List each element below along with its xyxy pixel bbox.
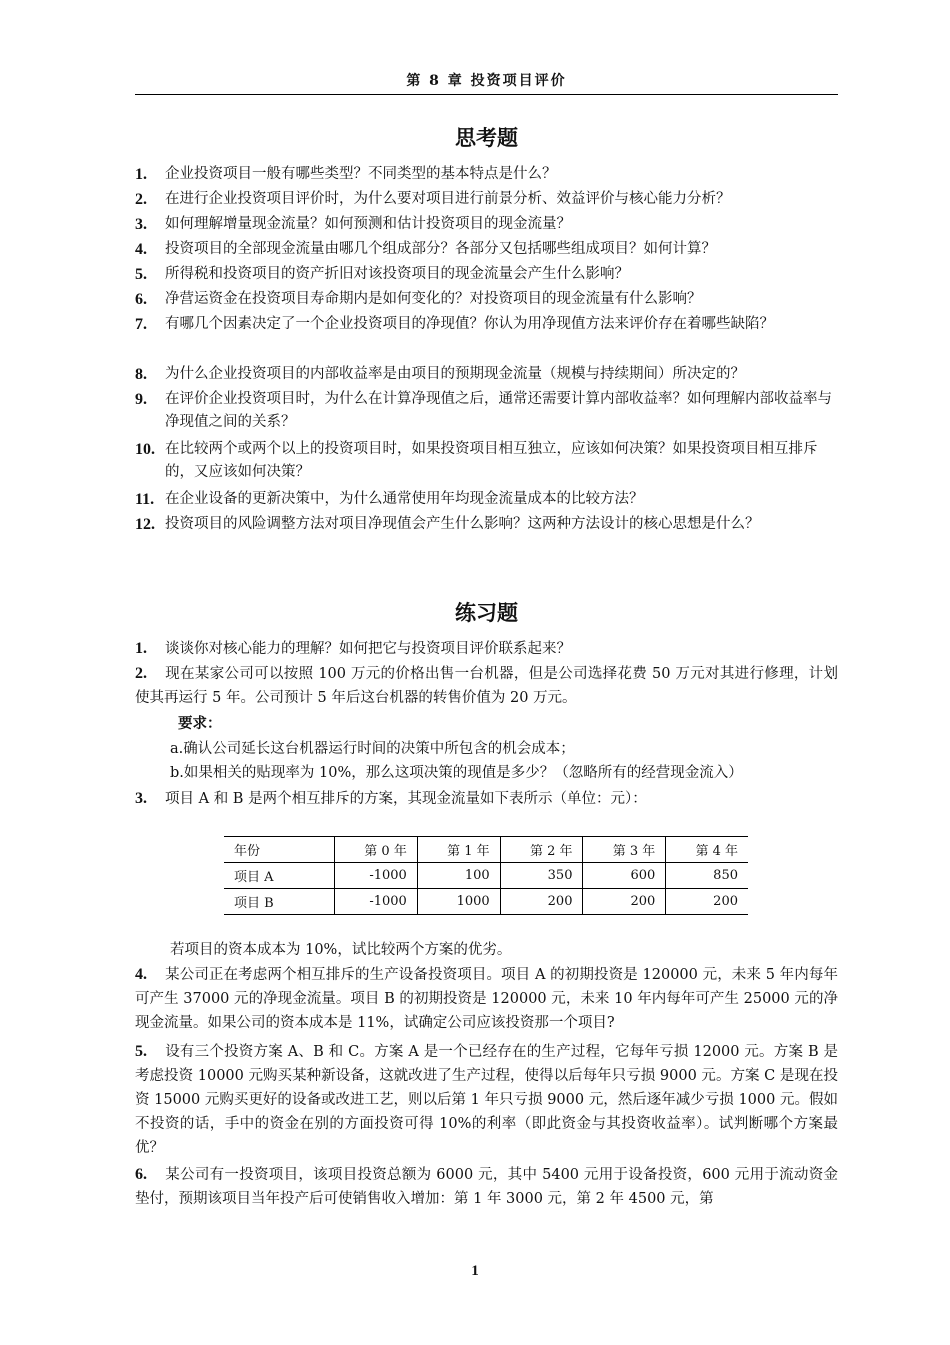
thinking-question — [135, 313, 838, 336]
exercise-3-followup: 若项目的资本成本为 10%，试比较两个方案的优劣。 — [170, 942, 512, 958]
question-text: 企业投资项目一般有哪些类型？不同类型的基本特点是什么？ — [165, 166, 557, 182]
table-header-cell: 第 3 年 — [583, 837, 666, 863]
question-text: 为什么企业投资项目的内部收益率是由项目的预期现金流量（规模与持续期间）所决定的？ — [165, 366, 745, 382]
exercise-number: 2. — [135, 665, 147, 682]
table-header-cell: 第 2 年 — [500, 837, 583, 863]
exercise-number: 1. — [135, 640, 147, 657]
question-number: 4. — [135, 241, 147, 258]
question-number: 6. — [135, 291, 147, 308]
question-text: 在评价企业投资项目时，为什么在计算净现值之后，通常还需要计算内部收益率？如何理解内部收益率与净现值之间的关系？ — [165, 391, 832, 430]
question-text: 在企业设备的更新决策中，为什么通常使用年均现金流量成本的比较方法？ — [165, 491, 644, 507]
question-text: 净营运资金在投资项目寿命期内是如何变化的？对投资项目的现金流量有什么影响？ — [165, 291, 702, 307]
table-header-row — [224, 837, 748, 863]
table-cell: -1000 — [335, 889, 418, 915]
table-header-cell: 第 1 年 — [417, 837, 500, 863]
row-label: 项目 A — [224, 863, 335, 889]
thinking-question — [135, 188, 838, 211]
table-row — [224, 889, 748, 915]
question-text: 在比较两个或两个以上的投资项目时，如果投资项目相互独立，应该如何决策？如果投资项目相互排斥的，又应该如何决策？ — [165, 441, 818, 480]
exercises-title: 练习题 — [455, 600, 518, 625]
table-cell: 200 — [500, 889, 583, 915]
table-cell: 200 — [666, 889, 748, 915]
exercise-text: 设有三个投资方案 A、B 和 C。方案 A 是一个已经存在的生产过程，它每年亏损 12000 元。方案 B 是考虑投资 10000 元购买某种新设备，这就改进了生产过程，使得以后每年只亏损 9000 元。方案 C 是现在投资 15000 元购买更好的设备或改进工艺，则以后第 1 年只亏损 9000 元，然后逐年减少亏损 1000 元。假如不投资的话，手中的资金在别的方面投资可得 10%的利率（即此资金与其投资收益率）。试判断哪个方案最优？ — [135, 1044, 838, 1156]
table-cell: 100 — [417, 863, 500, 889]
question-number: 7. — [135, 316, 147, 333]
thinking-question — [135, 513, 838, 536]
exercise-1 — [135, 637, 838, 661]
thinking-question — [135, 363, 838, 386]
question-number: 3. — [135, 216, 147, 233]
question-text: 如何理解增量现金流量？如何预测和估计投资项目的现金流量？ — [165, 216, 571, 232]
exercise-text: 项目 A 和 B 是两个相互排斥的方案，其现金流量如下表所示（单位：元）： — [165, 791, 647, 807]
table-cell: 200 — [583, 889, 666, 915]
header-rule — [135, 94, 838, 95]
table-header-cell: 第 0 年 — [335, 837, 418, 863]
question-text: 投资项目的全部现金流量由哪几个组成部分？各部分又包括哪些组成项目？如何计算？ — [165, 241, 716, 257]
requirement-b: b.如果相关的贴现率为 10%，那么这项决策的现值是多少？（忽略所有的经营现金流入） — [170, 765, 743, 781]
question-text: 投资项目的风险调整方法对项目净现值会产生什么影响？这两种方法设计的核心思想是什么？ — [165, 516, 760, 532]
question-text: 所得税和投资项目的资产折旧对该投资项目的现金流量会产生什么影响？ — [165, 266, 629, 282]
table-cell: 850 — [666, 863, 748, 889]
table-row — [224, 863, 748, 889]
question-number: 11. — [135, 491, 155, 508]
page-number: 1 — [471, 1263, 479, 1279]
table-cell: 350 — [500, 863, 583, 889]
question-number: 8. — [135, 366, 147, 383]
thinking-question — [135, 238, 838, 261]
exercise-3 — [135, 787, 838, 811]
exercise-text: 现在某家公司可以按照 100 万元的价格出售一台机器，但是公司选择花费 50 万元对其进行修理，计划使其再运行 5 年。公司预计 5 年后这台机器的转售价值为 20 万元。 — [135, 666, 838, 706]
thinking-question — [135, 438, 838, 484]
exercise-number: 5. — [135, 1043, 147, 1060]
exercise-number: 3. — [135, 790, 147, 807]
chapter-header: 第 8 章 投资项目评价 — [406, 73, 567, 89]
exercise-number: 6. — [135, 1166, 147, 1183]
thinking-question — [135, 388, 838, 434]
exercise-text: 某公司正在考虑两个相互排斥的生产设备投资项目。项目 A 的初期投资是 120000 元，未来 5 年内每年可产生 37000 元的净现金流量。项目 B 的初期投资是 120000 元，未来 10 年内每年可产生 25000 元的净现金流量。如果公司的资本成本是 11%，试确定公司应该投资那一个项目? — [135, 967, 838, 1031]
requirement-a: a.确认公司延长这台机器运行时间的决策中所包含的机会成本； — [170, 741, 575, 757]
thinking-question — [135, 213, 838, 236]
table-cell: 1000 — [417, 889, 500, 915]
thinking-question — [135, 288, 838, 311]
exercise-text: 某公司有一投资项目，该项目投资总额为 6000 元，其中 5400 元用于设备投资，600 元用于流动资金垫付，预期该项目当年投产后可使销售收入增加：第 1 年 3000 元，第 2 年 4500 元，第 — [135, 1167, 838, 1207]
row-label: 项目 B — [224, 889, 335, 915]
question-number: 10. — [135, 441, 155, 458]
question-number: 2. — [135, 191, 147, 208]
table-header-cell: 年份 — [224, 837, 335, 863]
exercise-text: 谈谈你对核心能力的理解？如何把它与投资项目评价联系起来？ — [165, 641, 571, 657]
table-cell: 600 — [583, 863, 666, 889]
thinking-question — [135, 488, 838, 511]
question-text: 在进行企业投资项目评价时，为什么要对项目进行前景分析、效益评价与核心能力分析？ — [165, 191, 731, 207]
requirement-label: 要求： — [178, 715, 222, 732]
exercise-4 — [135, 963, 838, 1035]
question-number: 9. — [135, 391, 147, 408]
thinking-question — [135, 163, 838, 186]
table-header-cell: 第 4 年 — [666, 837, 748, 863]
question-text: 有哪几个因素决定了一个企业投资项目的净现值？你认为用净现值方法来评价存在着哪些缺陷？ — [165, 316, 774, 332]
question-number: 12. — [135, 516, 155, 533]
thinking-title: 思考题 — [455, 125, 518, 150]
table-cell: -1000 — [335, 863, 418, 889]
question-number: 1. — [135, 166, 147, 183]
exercise-6 — [135, 1163, 838, 1211]
question-number: 5. — [135, 266, 147, 283]
exercise-5 — [135, 1040, 838, 1160]
thinking-question — [135, 263, 838, 286]
cash-flow-table — [224, 836, 748, 915]
exercise-number: 4. — [135, 966, 147, 983]
exercise-2 — [135, 662, 838, 710]
